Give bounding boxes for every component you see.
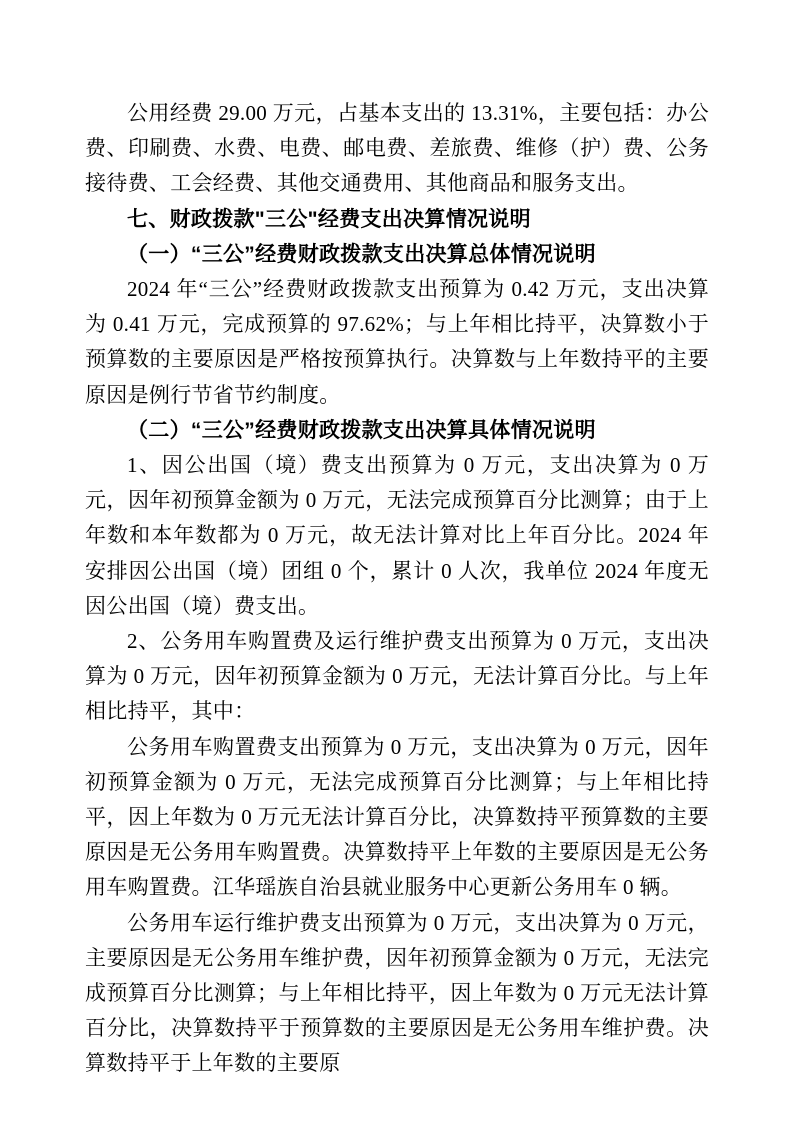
heading-subsection-one-overall-situation: （一）“三公”经费财政拨款支出决算总体情况说明 <box>127 242 596 266</box>
paragraph-public-funds-breakdown: 公用经费 29.00 万元，占基本支出的 13.31%，主要包括：办公费、印刷费、水费、电费、邮电费、差旅费、维修（护）费、公务接待费、工会经费、其他交通费用、其他商品和服务支出。 <box>85 101 709 196</box>
heading-subsection-two-specific-situation: （二）“三公”经费财政拨款支出决算具体情况说明 <box>127 418 596 442</box>
paragraph-vehicle-purchase-expense: 公务用车购置费支出预算为 0 万元，支出决算为 0 万元，因年初预算金额为 0 万元，无法完成预算百分比测算；与上年相比持平，因上年数为 0 万元无法计算百分比，决算数持平预算数的主要原因是无公务用车购置费。决算数持平上年数的主要原因是无公务用车购置费。江华瑶族自治县就业服务中心更新公务用车 0 辆。 <box>85 734 709 900</box>
document-content <box>85 96 709 1082</box>
paragraph-item2-official-vehicle-expense: 2、公务用车购置费及运行维护费支出预算为 0 万元，支出决算为 0 万元，因年初预算金额为 0 万元，无法计算百分比。与上年相比持平，其中： <box>85 629 709 724</box>
paragraph-vehicle-maintenance-expense: 公务用车运行维护费支出预算为 0 万元，支出决算为 0 万元，主要原因是无公务用车维护费，因年初预算金额为 0 万元，无法完成预算百分比测算；与上年相比持平，因上年数为 0 万元无法计算百分比，决算数持平于预算数的主要原因是无公务用车维护费。决算数持平于上年数的主要原 <box>85 910 709 1076</box>
paragraph-item1-overseas-travel-expense: 1、因公出国（境）费支出预算为 0 万元，支出决算为 0 万元，因年初预算金额为 0 万元，无法完成预算百分比测算；由于上年数和本年数都为 0 万元，故无法计算对比上年百分比。2024 年安排因公出国（境）团组 0 个，累计 0 人次，我单位 2024 年度无因公出国（境）费支出。 <box>85 453 709 618</box>
heading-section-seven-three-public-funds: 七、财政拨款"三公"经费支出决算情况说明 <box>127 207 531 231</box>
paragraph-overall-budget-vs-final: 2024 年“三公”经费财政拨款支出预算为 0.42 万元，支出决算为 0.41 万元，完成预算的 97.62%；与上年相比持平，决算数小于预算数的主要原因是严格按预算执行。决算数与上年数持平的主要原因是例行节省节约制度。 <box>85 277 709 407</box>
